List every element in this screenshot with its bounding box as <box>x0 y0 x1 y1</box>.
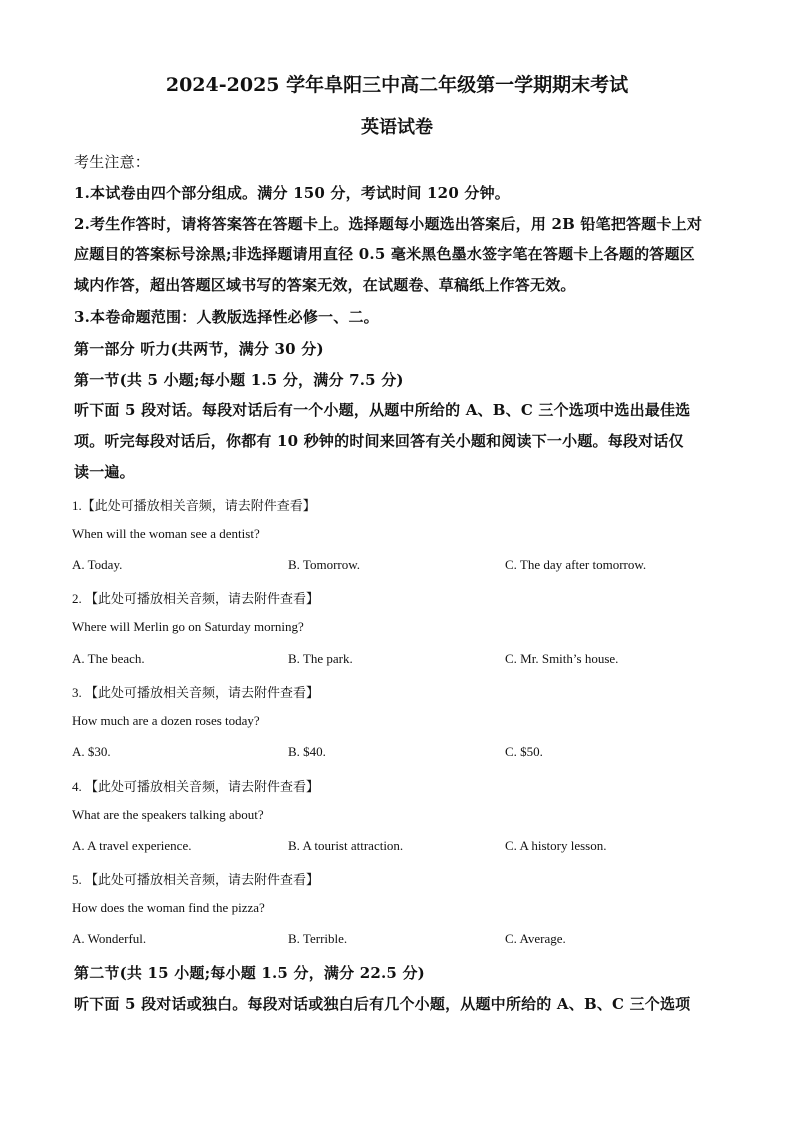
notice-item: 1.本试卷由四个部分组成。满分 150 分，考试时间 120 分钟。 <box>74 184 510 202</box>
notice-item: 域内作答，超出答题区域书写的答案无效，在试题卷、草稿纸上作答无效。 <box>74 276 576 294</box>
option-b: B. A tourist attraction. <box>288 838 404 853</box>
option-b: B. $40. <box>288 744 326 759</box>
question-number-audio[interactable]: 2. 【此处可播放相关音频，请去附件查看】 <box>72 591 320 606</box>
question-text: How much are a dozen roses today? <box>72 713 260 728</box>
option-a: A. $30. <box>72 744 111 759</box>
notice-item: 3.本卷命题范围：人教版选择性必修一、二。 <box>74 308 379 326</box>
section1-heading: 第一节(共 5 小题;每小题 1.5 分，满分 7.5 分) <box>74 371 404 389</box>
question-number-audio[interactable]: 1.【此处可播放相关音频，请去附件查看】 <box>72 498 316 513</box>
option-a: A. The beach. <box>72 651 145 666</box>
section2-heading: 第二节(共 15 小题;每小题 1.5 分，满分 22.5 分) <box>74 964 425 982</box>
question-text: Where will Merlin go on Saturday morning? <box>72 619 304 634</box>
option-a: A. A travel experience. <box>72 838 192 853</box>
section1-instructions: 听下面 5 段对话。每段对话后有一个小题，从题中所给的 A、B、C 三个选项中选出最佳选 <box>74 401 691 419</box>
option-a: A. Wonderful. <box>72 931 147 946</box>
notice-item: 2.考生作答时，请将答案答在答题卡上。选择题每小题选出答案后，用 2B 铅笔把答题卡上对 <box>74 215 703 233</box>
option-c: C. $50. <box>505 744 543 759</box>
option-c: C. The day after tomorrow. <box>505 557 647 572</box>
option-a: A. Today. <box>72 557 123 572</box>
notice-item: 应题目的答案标号涂黑;非选择题请用直径 0.5 毫米黑色墨水签字笔在答题卡上各题的答题区 <box>74 245 695 263</box>
question-number-audio[interactable]: 5. 【此处可播放相关音频，请去附件查看】 <box>72 872 320 887</box>
option-b: B. Terrible. <box>288 931 348 946</box>
option-c: C. A history lesson. <box>505 838 607 853</box>
exam-title: 2024-2025 学年阜阳三中高二年级第一学期期末考试 <box>165 74 629 96</box>
question-number-audio[interactable]: 3. 【此处可播放相关音频，请去附件查看】 <box>72 685 320 700</box>
question-text: How does the woman find the pizza? <box>72 900 265 915</box>
question-text: When will the woman see a dentist? <box>72 526 260 541</box>
option-c: C. Mr. Smith’s house. <box>505 651 619 666</box>
option-c: C. Average. <box>505 931 566 946</box>
section1-instructions: 项。听完每段对话后，你都有 10 秒钟的时间来回答有关小题和阅读下一小题。每段对话仅 <box>74 432 684 450</box>
section1-instructions: 读一遍。 <box>74 463 135 481</box>
option-b: B. Tomorrow. <box>288 557 361 572</box>
option-b: B. The park. <box>288 651 353 666</box>
notice-heading: 考生注意： <box>74 153 151 171</box>
question-number-audio[interactable]: 4. 【此处可播放相关音频，请去附件查看】 <box>72 779 320 794</box>
question-text: What are the speakers talking about? <box>72 807 264 822</box>
part1-heading: 第一部分 听力(共两节，满分 30 分) <box>74 340 324 358</box>
exam-subtitle: 英语试卷 <box>361 117 433 138</box>
section2-instructions: 听下面 5 段对话或独白。每段对话或独白后有几个小题，从题中所给的 A、B、C 三个选项 <box>74 995 691 1013</box>
